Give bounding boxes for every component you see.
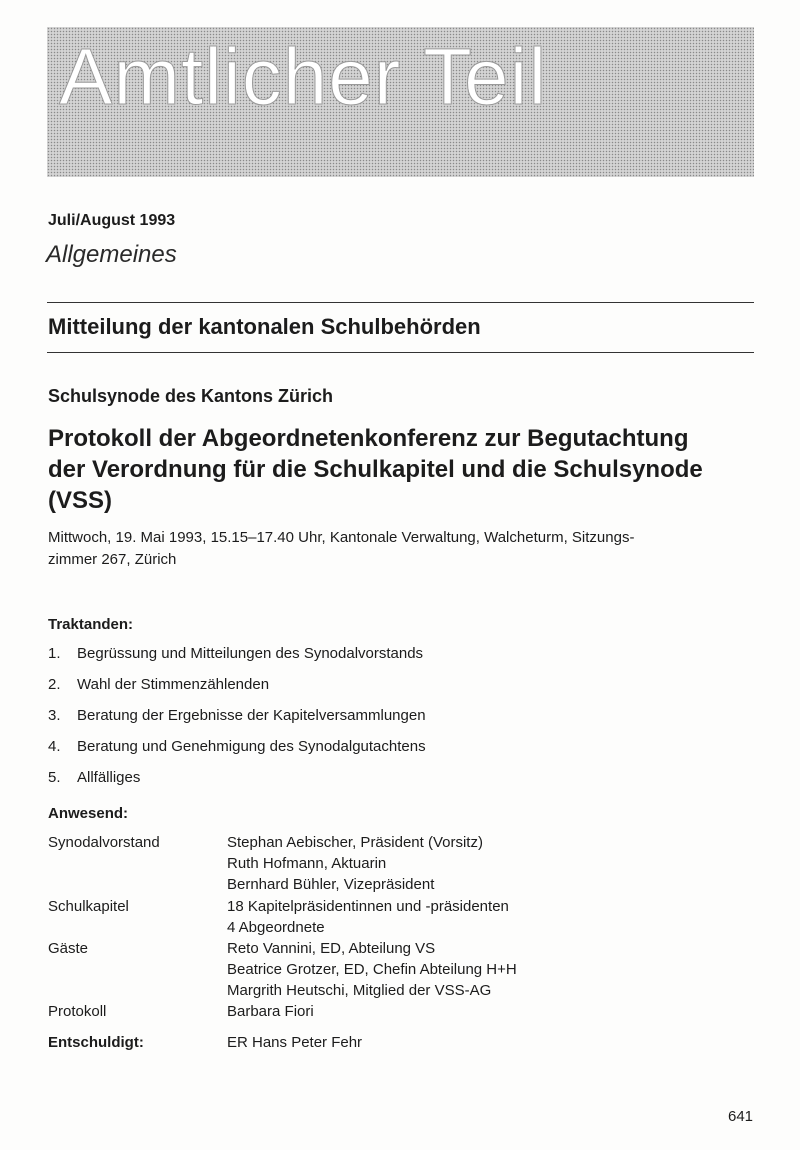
meeting-info-line: zimmer 267, Zürich [48, 551, 177, 568]
agenda-item [48, 738, 426, 755]
attendance-name: 18 Kapitelpräsidentinnen und -präsidenten [227, 898, 509, 915]
title-line: Protokoll der Abgeordnetenkonferenz zur Begutachtung [48, 425, 689, 452]
issue-date: Juli/August 1993 [48, 212, 176, 229]
agenda-item-text: Allfälliges [77, 769, 141, 786]
attendance-role: Gäste [48, 940, 89, 957]
attendance-name: Ruth Hofmann, Aktuarin [227, 855, 387, 872]
agenda-item [48, 769, 140, 786]
agenda-item [48, 676, 269, 693]
attendance-label: Anwesend: [48, 805, 129, 822]
divider-top [47, 302, 754, 303]
page-heading: Mitteilung der kantonalen Schulbehörden [48, 314, 481, 339]
attendance-role: Synodalvorstand [48, 834, 160, 851]
agenda-item-number: 2. [48, 676, 61, 693]
section-title: Allgemeines [46, 241, 177, 268]
document-title [48, 423, 758, 516]
attendance-name: Beatrice Grotzer, ED, Chefin Abteilung H+H [227, 961, 517, 978]
page-number: 641 [728, 1108, 754, 1125]
attendance-name: Bernhard Bühler, Vizepräsident [227, 876, 435, 893]
meeting-info-line: Mittwoch, 19. Mai 1993, 15.15–17.40 Uhr, Kantonale Verwaltung, Walcheturm, Sitzungs- [48, 529, 635, 546]
banner-title: Amtlicher Teil [59, 32, 548, 121]
agenda-item-text: Beratung und Genehmigung des Synodalgutachtens [77, 738, 426, 755]
attendance-name: Barbara Fiori [227, 1003, 314, 1020]
agenda-item [48, 645, 423, 662]
attendance-name: Margrith Heutschi, Mitglied der VSS-AG [227, 982, 492, 999]
attendance-name: Reto Vannini, ED, Abteilung VS [227, 940, 436, 957]
meeting-info [48, 527, 738, 571]
agenda-label: Traktanden: [48, 616, 134, 633]
excused-name: ER Hans Peter Fehr [227, 1034, 363, 1051]
agenda-item-number: 4. [48, 738, 61, 755]
agenda-item-number: 5. [48, 769, 61, 786]
agenda-item [48, 707, 426, 724]
agenda-item-text: Begrüssung und Mitteilungen des Synodalvorstands [77, 645, 424, 662]
attendance-name: 4 Abgeordnete [227, 919, 325, 936]
title-line: (VSS) [48, 487, 113, 514]
agenda-item-text: Wahl der Stimmenzählenden [77, 676, 270, 693]
excused-label: Entschuldigt: [48, 1034, 144, 1051]
agenda-item-number: 3. [48, 707, 61, 724]
attendance-role: Protokoll [48, 1003, 107, 1020]
attendance-role: Schulkapitel [48, 898, 129, 915]
attendance-name: Stephan Aebischer, Präsident (Vorsitz) [227, 834, 483, 851]
agenda-item-number: 1. [48, 645, 61, 662]
agenda-item-text: Beratung der Ergebnisse der Kapitelversammlungen [77, 707, 426, 724]
header-banner [47, 27, 754, 177]
subheading: Schulsynode des Kantons Zürich [48, 386, 334, 406]
title-line: der Verordnung für die Schulkapitel und die Schulsynode [48, 456, 703, 483]
divider-bottom [47, 352, 754, 353]
